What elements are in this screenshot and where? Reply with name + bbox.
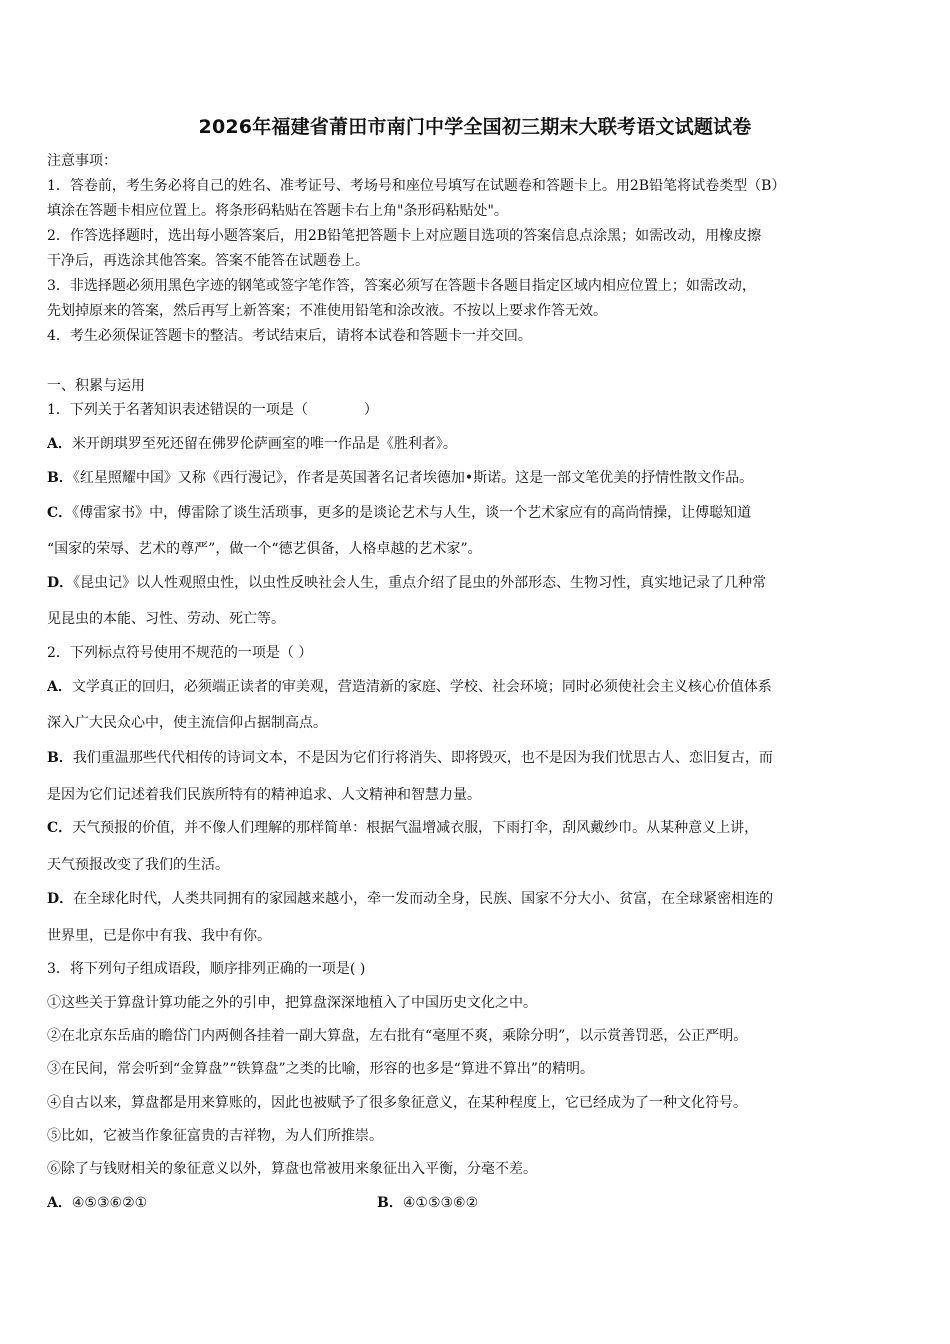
question-3-stem: 3．将下列句子组成语段，顺序排列正确的一项是( ) bbox=[47, 961, 366, 977]
question-3-sentence: ⑥除了与钱财相关的象征意义以外，算盘也常被用来象征出入平衡，分毫不差。 bbox=[47, 1161, 537, 1177]
option-label: B． bbox=[377, 1195, 403, 1211]
option-text: ④⑤③⑥②① bbox=[71, 1195, 148, 1211]
option-text: 我们重温那些代代相传的诗词文本，不是因为它们行将消失、即将毁灭，也不是因为我们忧思古人、恋旧复古，而 bbox=[72, 750, 773, 766]
option-text: 米开朗琪罗至死还留在佛罗伦萨画室的唯一作品是《胜利者》。 bbox=[71, 436, 457, 452]
section-heading: 一、积累与运用 bbox=[47, 378, 145, 394]
question-2-stem: 2．下列标点符号使用不规范的一项是（ ） bbox=[47, 645, 313, 661]
option-text: 文学真正的回归，必须端正读者的审美观，营造清新的家庭、学校、社会环境；同时必须使社会主义核心价值体系 bbox=[71, 679, 772, 695]
option-text: 天气预报的价值，并不像人们理解的那样简单：根据气温增减衣服，下雨打伞，刮风戴纱巾。从某种意义上讲， bbox=[72, 820, 759, 836]
option-label: D． bbox=[47, 575, 74, 591]
option-text: 《傅雷家书》中，傅雷除了谈生活琐事，更多的是谈论艺术与人生，谈一个艺术家应有的高尚情操，让傅聪知道 bbox=[72, 505, 752, 521]
question-3-sentence: ④自古以来，算盘都是用来算账的，因此也被赋予了很多象征意义，在某种程度上，它已经成为了一种文化符号。 bbox=[47, 1095, 747, 1111]
question-3-option-b bbox=[377, 1193, 707, 1213]
question-3-sentence: ②在北京东岳庙的瞻岱门内两侧各挂着一副大算盘，左右批有“毫厘不爽，乘除分明”，以示赏善罚恶，公正严明。 bbox=[47, 1028, 748, 1044]
notice-line: 1．答卷前，考生务必将自己的姓名、准考证号、考场号和座位号填写在试题卷和答题卡上。用2B铅笔将试卷类型（B） bbox=[47, 178, 786, 194]
notice-line: 2．作答选择题时，选出每小题答案后，用2B铅笔把答题卡上对应题目选项的答案信息点涂黑；如需改动，用橡皮擦 bbox=[47, 228, 762, 244]
option-label: C． bbox=[47, 820, 73, 836]
question-2-option-b-cont: 是因为它们记述着我们民族所特有的精神追求、人文精神和智慧力量。 bbox=[47, 787, 481, 803]
question-2-option-c bbox=[47, 818, 907, 838]
question-1-option-b bbox=[47, 468, 907, 488]
option-text: 《昆虫记》以人性观照虫性，以虫性反映社会人生，重点介绍了昆虫的外部形态、生物习性，真实地记录了几种常 bbox=[73, 575, 767, 591]
question-2-option-d bbox=[47, 889, 907, 909]
question-2-option-c-cont: 天气预报改变了我们的生活。 bbox=[47, 857, 229, 873]
notice-line: 3．非选择题必须用黑色字迹的钢笔或签字笔作答，答案必须写在答题卡各题目指定区域内相应位置上；如需改动， bbox=[47, 278, 756, 294]
question-1-stem: 1．下列关于名著知识表述错误的一项是（ ） bbox=[47, 402, 378, 418]
question-3-sentence: ③在民间，常会听到“金算盘”“铁算盘”之类的比喻，形容的也多是“算进不算出”的精明。 bbox=[47, 1061, 594, 1077]
notice-line: 4．考生必须保证答题卡的整洁。考试结束后，请将本试卷和答题卡一并交回。 bbox=[47, 328, 532, 344]
option-label: A． bbox=[47, 679, 72, 695]
question-2-option-a bbox=[47, 677, 907, 697]
option-text: 《红星照耀中国》又称《西行漫记》，作者是英国著名记者埃德加•斯诺。这是一部文笔优美的抒情性散文作品。 bbox=[72, 470, 754, 486]
question-1-option-a bbox=[47, 434, 907, 454]
question-2-option-a-cont: 深入广大民众心中，使主流信仰占据制高点。 bbox=[47, 715, 327, 731]
question-2-option-b bbox=[47, 748, 907, 768]
option-label: B． bbox=[47, 470, 73, 486]
notice-line: 先划掉原来的答案，然后再写上新答案；不准使用铅笔和涂改液。不按以上要求作答无效。 bbox=[47, 303, 607, 319]
option-text: 在全球化时代，人类共同拥有的家园越来越小，牵一发而动全身，民族、国家不分大小、贫富，在全球紧密相连的 bbox=[73, 891, 774, 907]
option-label: A． bbox=[47, 436, 72, 452]
notice-heading: 注意事项： bbox=[47, 153, 117, 169]
question-1-option-d-cont: 见昆虫的本能、习性、劳动、死亡等。 bbox=[47, 611, 285, 627]
question-2-option-d-cont: 世界里，已是你中有我、我中有你。 bbox=[47, 928, 271, 944]
option-label: A． bbox=[47, 1195, 72, 1211]
notice-line: 干净后，再选涂其他答案。答案不能答在试题卷上。 bbox=[47, 253, 369, 269]
option-label: C． bbox=[47, 505, 73, 521]
question-1-option-c bbox=[47, 503, 907, 523]
question-3-option-a bbox=[47, 1193, 377, 1213]
option-label: D． bbox=[47, 891, 74, 907]
option-label: B． bbox=[47, 750, 73, 766]
page-title: 2026年福建省莆田市南门中学全国初三期末大联考语文试题试卷 bbox=[198, 116, 752, 138]
question-3-sentence: ①这些关于算盘计算功能之外的引申，把算盘深深地植入了中国历史文化之中。 bbox=[47, 995, 537, 1011]
notice-line: 填涂在答题卡相应位置上。将条形码粘贴在答题卡右上角"条形码粘贴处"。 bbox=[47, 203, 508, 219]
question-1-option-d bbox=[47, 573, 907, 593]
question-1-option-c-cont: “国家的荣辱、艺术的尊严”，做一个“德艺俱备，人格卓越的艺术家”。 bbox=[47, 541, 482, 557]
question-3-sentence: ⑤比如，它被当作象征富贵的吉祥物，为人们所推崇。 bbox=[47, 1128, 383, 1144]
option-text: ④①⑤③⑥② bbox=[402, 1195, 479, 1211]
